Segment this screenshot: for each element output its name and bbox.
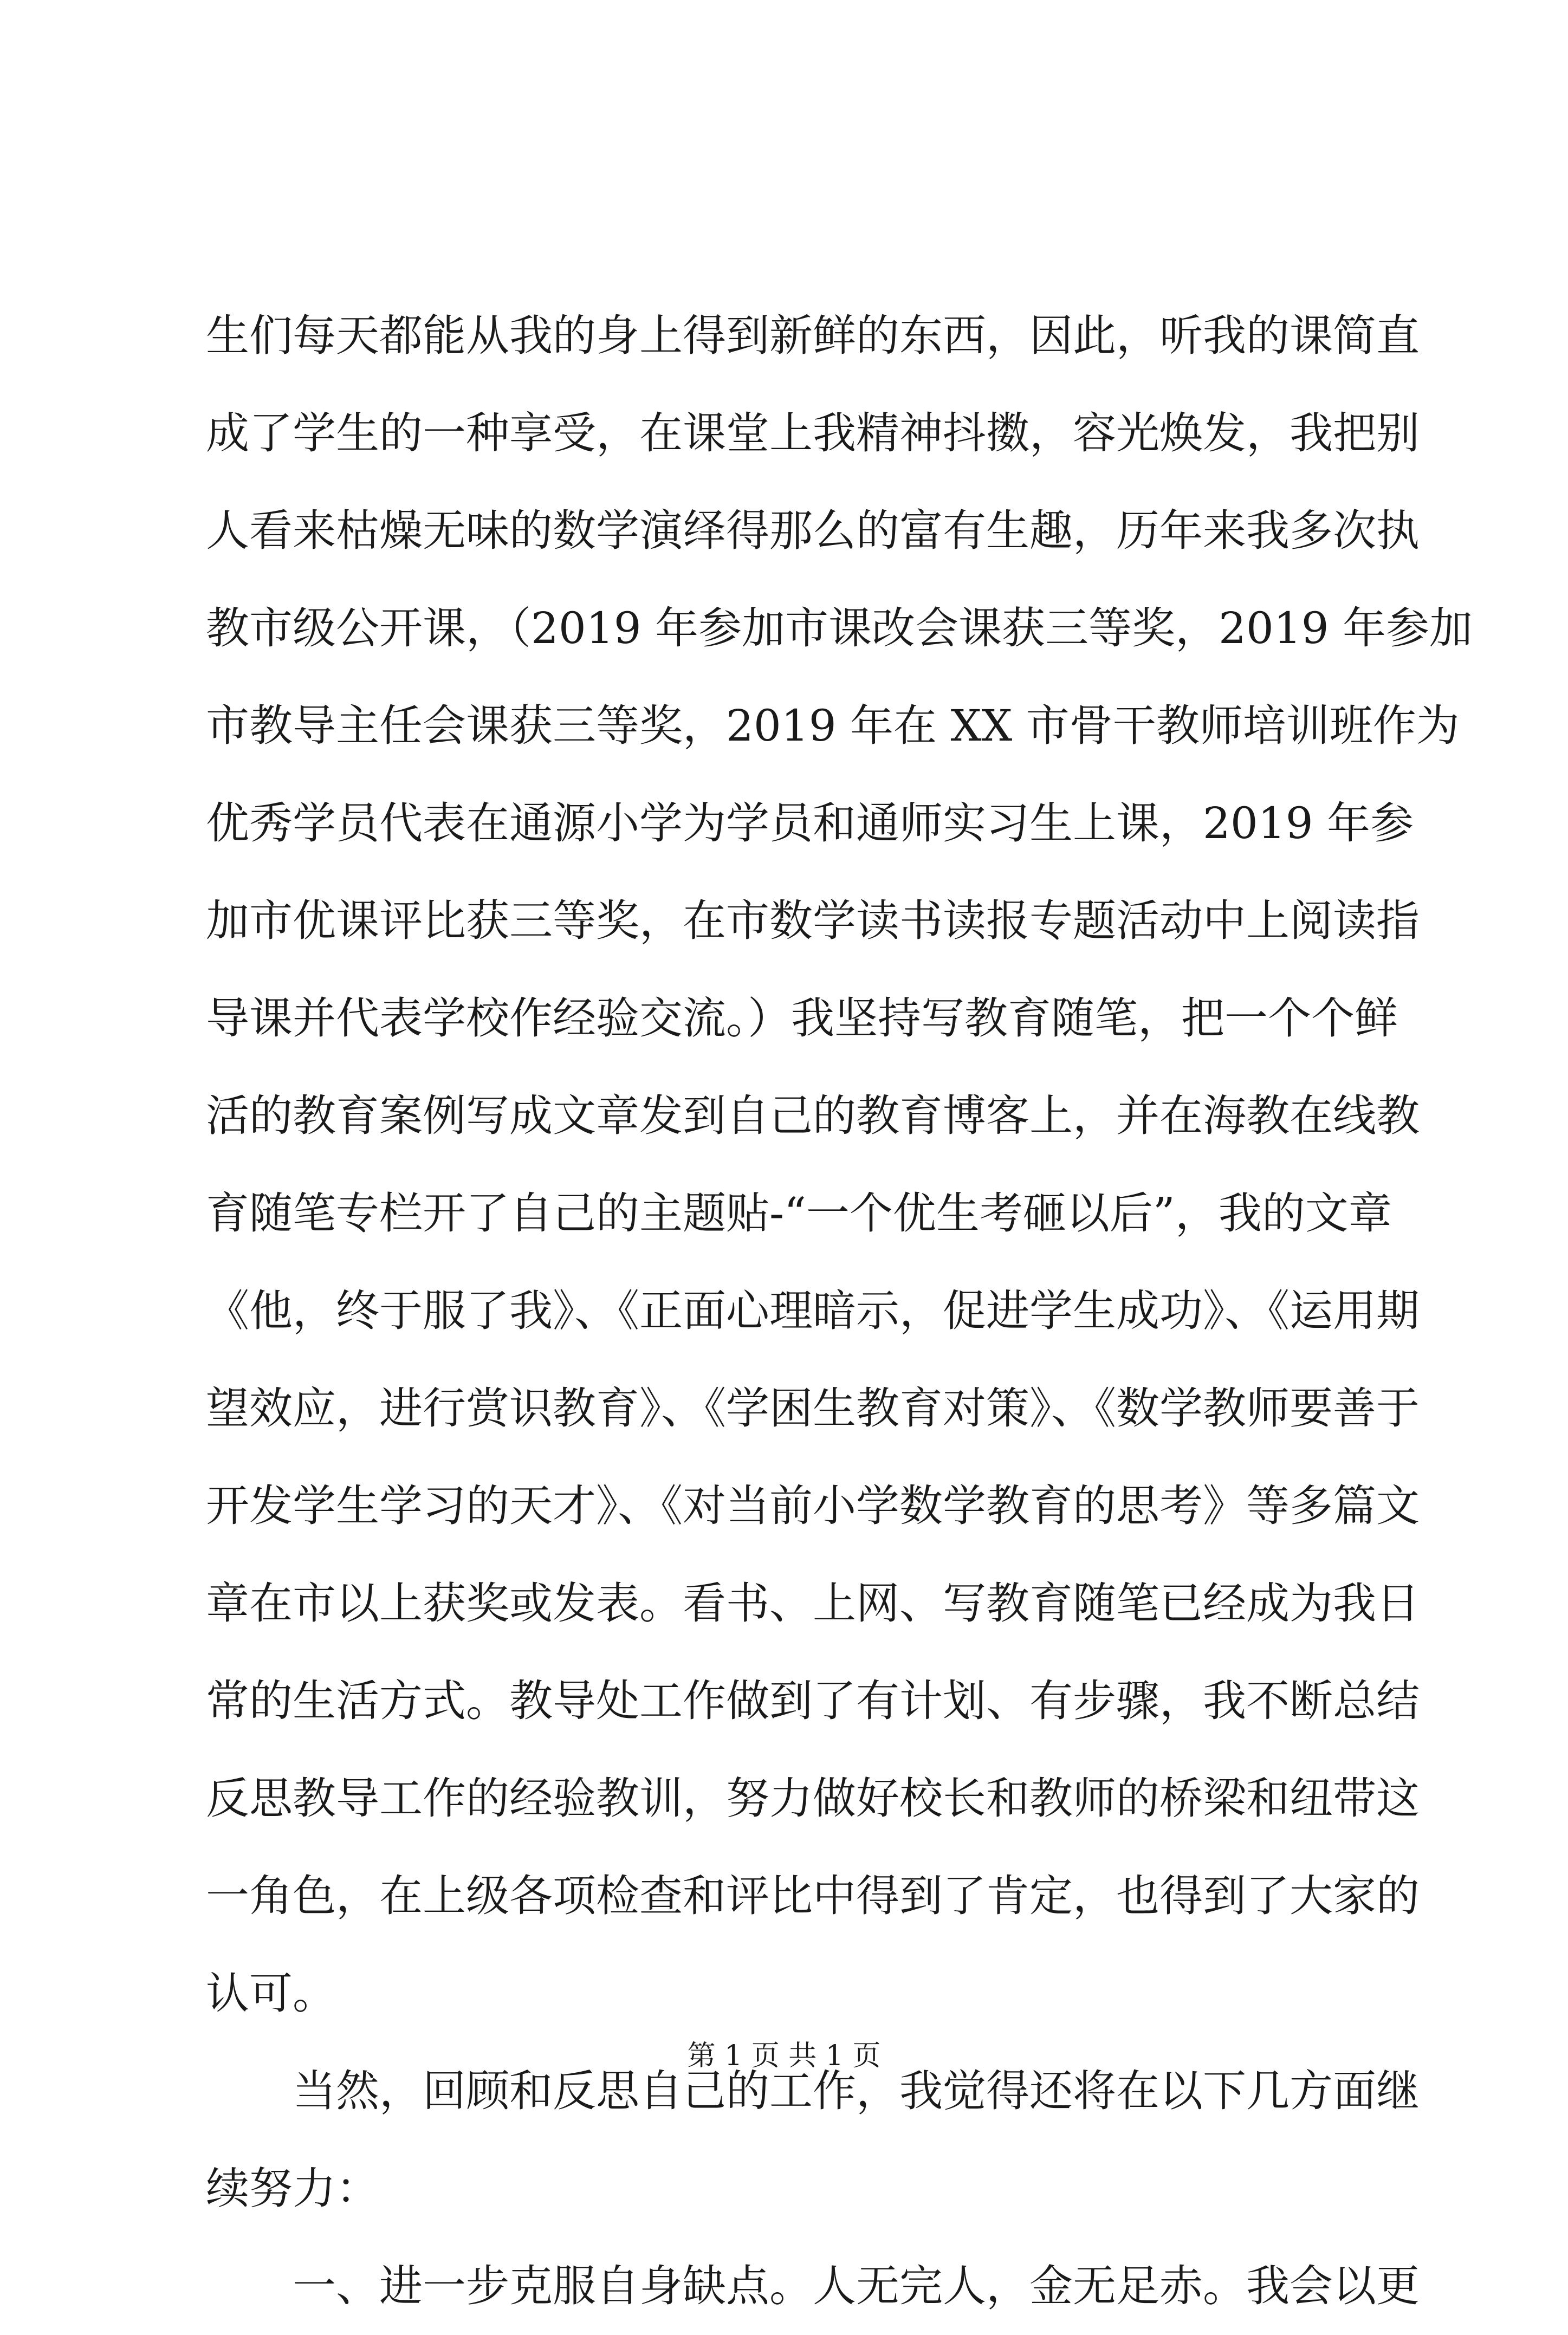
text-line: 《他，终于服了我》、《正面心理暗示，促进学生成功》、《运用期 — [206, 1286, 1420, 1336]
text-line: 导课并代表学校作经验交流。）我坚持写教育随笔，把一个个鲜 — [206, 993, 1398, 1043]
text-line: 加市优课评比获三等奖，在市数学读书读报专题活动中上阅读指 — [206, 896, 1420, 946]
text-line: 人看来枯燥无味的数学演绎得那么的富有生趣，历年来我多次执 — [206, 505, 1420, 556]
text-line: 一角色，在上级各项检查和评比中得到了肯定，也得到了大家的 — [206, 1871, 1420, 1921]
text-line: 续努力： — [206, 2163, 379, 2214]
text-line: 生们每天都能从我的身上得到新鲜的东西，因此，听我的课简直 — [206, 310, 1420, 361]
text-line: 反思教导工作的经验教训，努力做好校长和教师的桥梁和纽带这 — [206, 1773, 1420, 1824]
text-line: 成了学生的一种享受，在课堂上我精神抖擞，容光焕发，我把别 — [206, 408, 1420, 458]
text-line: 教市级公开课，（2019 年参加市课改会课获三等奖，2019 年参加 — [206, 603, 1473, 653]
text-line: 望效应，进行赏识教育》、《学困生教育对策》、《数学教师要善于 — [206, 1383, 1420, 1434]
text-line: 市教导主任会课获三等奖，2019 年在 XX 市骨干教师培训班作为 — [206, 700, 1460, 751]
text-line: 开发学生学习的天才》、《对当前小学数学教育的思考》等多篇文 — [206, 1481, 1420, 1531]
text-line: 优秀学员代表在通源小学为学员和通师实习生上课，2019 年参 — [206, 798, 1414, 848]
text-line: 育随笔专栏开了自己的主题贴-“一个优生考砸以后”，我的文章 — [206, 1188, 1392, 1238]
text-line: 活的教育案例写成文章发到自己的教育博客上，并在海教在线教 — [206, 1091, 1420, 1141]
text-line: 常的生活方式。教导处工作做到了有计划、有步骤，我不断总结 — [206, 1676, 1420, 1726]
body-text — [206, 287, 1473, 2335]
text-line: 认可。 — [206, 1968, 336, 2019]
text-line: 章在市以上获奖或发表。看书、上网、写教育随笔已经成为我日 — [206, 1578, 1420, 1629]
page-footer: 第 1 页 共 1 页 — [687, 2040, 881, 2072]
text-line: 一、进一步克服自身缺点。人无完人，金无足赤。我会以更 — [293, 2261, 1420, 2311]
text-line: 当然，回顾和反思自己的工作，我觉得还将在以下几方面继 — [293, 2066, 1420, 2116]
